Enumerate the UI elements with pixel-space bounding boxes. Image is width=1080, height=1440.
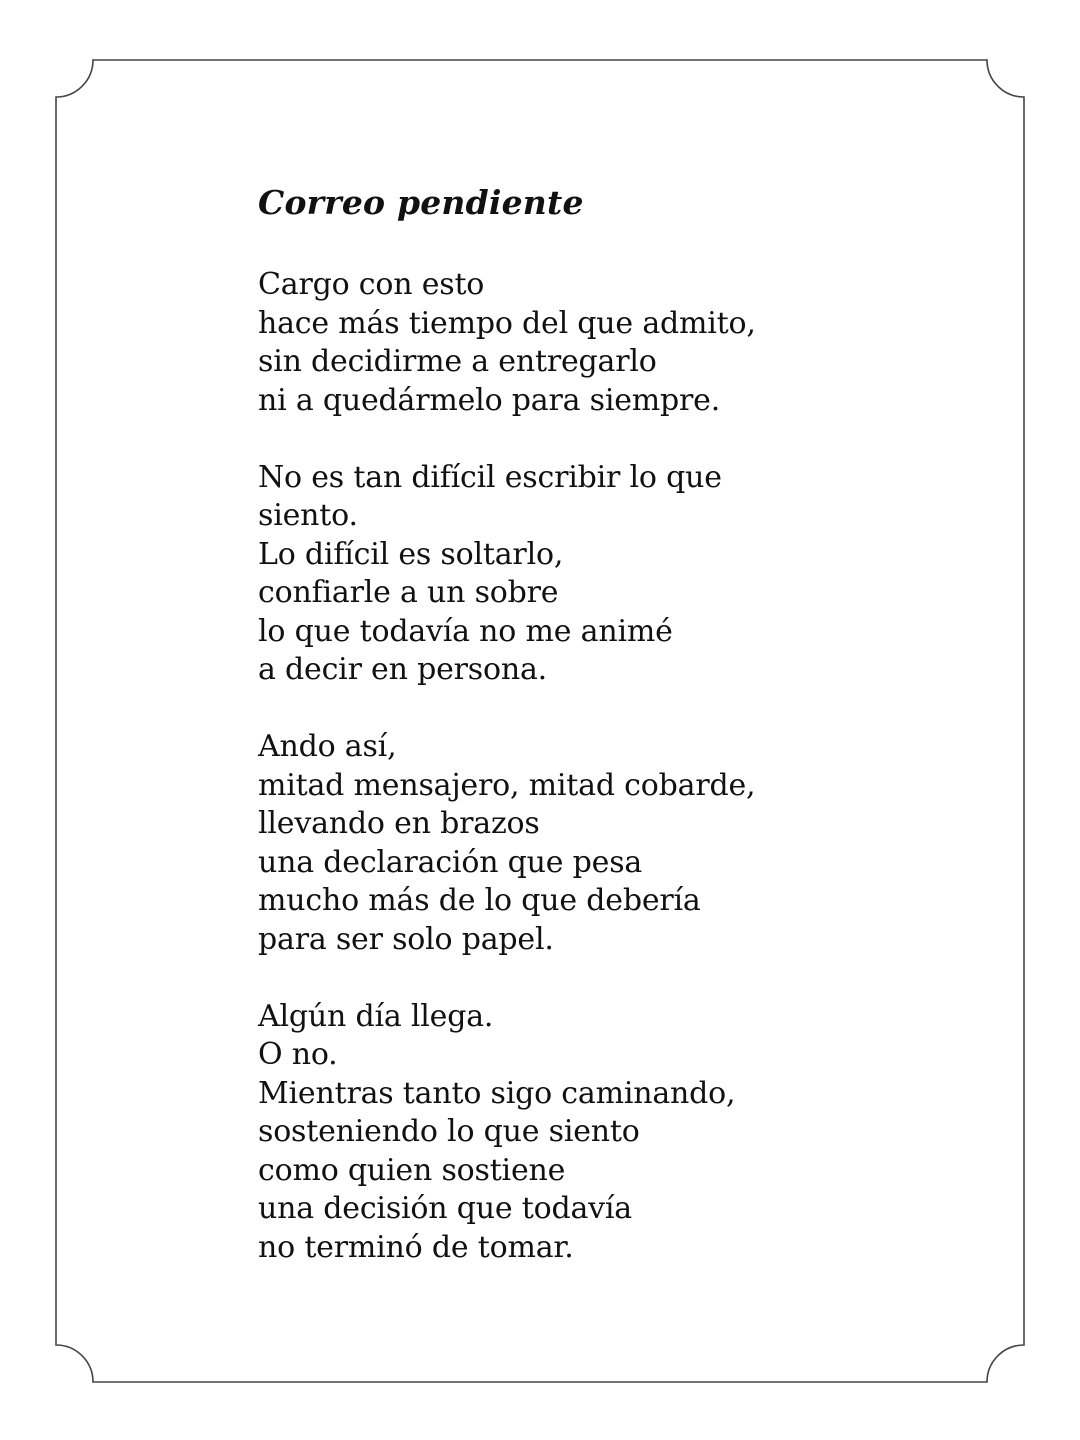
poem-line: una decisión que todavía — [258, 1191, 632, 1226]
poem-line: una declaración que pesa — [258, 844, 643, 880]
poem-line: como quien sostiene — [258, 1152, 566, 1188]
poem-line: mitad mensajero, mitad cobarde, — [258, 767, 756, 803]
stanza-3 — [258, 728, 978, 959]
poem-line: O no. — [258, 1037, 338, 1072]
poem-line: confiarle a un sobre — [258, 575, 559, 610]
poem-line: hace más tiempo del que admito, — [258, 305, 756, 341]
stanza-1 — [258, 266, 978, 420]
poem-line: siento. — [258, 498, 358, 533]
poem-line: Ando así, — [258, 729, 397, 764]
poem-line: ni a quedármelo para siempre. — [258, 382, 721, 418]
poem-line: No es tan difícil escribir lo que — [258, 459, 722, 495]
poem-line: Cargo con esto — [258, 267, 485, 302]
poem-line: sin decidirme a entregarlo — [258, 344, 657, 379]
poem-line: no terminó de tomar. — [258, 1229, 574, 1265]
poem-line: a decir en persona. — [258, 652, 547, 687]
poem-line: para ser solo papel. — [258, 921, 554, 957]
poem-line: sosteniendo lo que siento — [258, 1114, 640, 1149]
stanza-2 — [258, 459, 978, 690]
poem-line: Algún día llega. — [258, 998, 494, 1034]
poem-line: mucho más de lo que debería — [258, 883, 701, 918]
poem-line: llevando en brazos — [258, 806, 540, 841]
poem-line: lo que todavía no me animé — [258, 613, 673, 649]
poem-title: Correo pendiente — [258, 183, 584, 222]
poem-line: Lo difícil es soltarlo, — [258, 536, 564, 572]
poem-line: Mientras tanto sigo caminando, — [258, 1075, 736, 1111]
poem — [258, 178, 978, 1306]
stanza-4 — [258, 998, 978, 1268]
